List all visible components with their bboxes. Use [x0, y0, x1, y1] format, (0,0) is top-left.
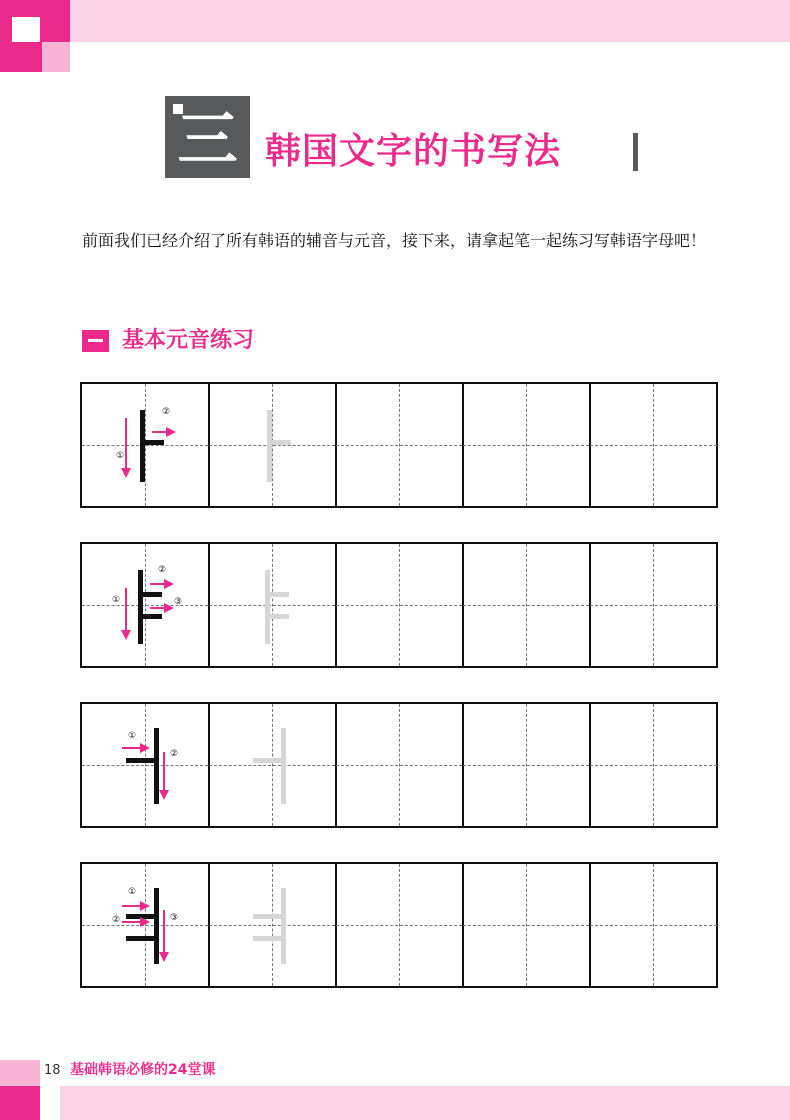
vowel-model-glyph [82, 864, 208, 986]
subsection-number-icon [82, 330, 109, 352]
vowel-stroke [281, 888, 286, 964]
vowel-stroke [154, 728, 159, 804]
practice-grid-row [80, 702, 718, 828]
trace-cell [209, 864, 337, 986]
stroke-order-number: ② [111, 915, 121, 925]
vowel-stroke [140, 410, 145, 482]
vowel-stroke [267, 410, 272, 482]
vowel-trace-glyph [209, 704, 335, 826]
vowel-trace-glyph [209, 864, 335, 986]
corner-square-light [42, 42, 70, 72]
vowel-stroke [267, 440, 291, 445]
vowel-stroke [126, 758, 156, 763]
vowel-stroke [138, 614, 162, 619]
section-number-block [165, 96, 250, 178]
guide-line-vertical [653, 864, 654, 986]
stroke-order-number: ① [127, 887, 137, 897]
stroke-order-number: ② [157, 565, 167, 575]
practice-cell[interactable] [336, 864, 464, 986]
model-cell [82, 384, 210, 506]
vowel-stroke [265, 614, 289, 619]
section-title: 韩国文字的书写法 [265, 131, 562, 172]
guide-line-vertical [399, 704, 400, 826]
section-number: 三 [177, 105, 238, 175]
footer-square-light [0, 1060, 40, 1086]
practice-cell[interactable] [463, 384, 591, 506]
stroke-order-number: ③ [169, 913, 179, 923]
trace-cell [209, 544, 337, 666]
model-cell [82, 864, 210, 986]
vowel-model-glyph [82, 704, 208, 826]
vowel-stroke [138, 570, 143, 644]
page-number: 18 [44, 1063, 61, 1078]
model-cell [82, 544, 210, 666]
vowel-stroke [126, 936, 156, 941]
subsection-dash [88, 339, 103, 342]
trace-cell [209, 384, 337, 506]
stroke-order-number: ② [161, 407, 171, 417]
guide-line-vertical [653, 384, 654, 506]
vowel-stroke [253, 936, 283, 941]
vowel-model-glyph [82, 384, 208, 506]
guide-line-vertical [526, 704, 527, 826]
vowel-stroke [253, 758, 283, 763]
practice-cell[interactable] [590, 384, 717, 506]
intro-paragraph: 前面我们已经介绍了所有韩语的辅音与元音，接下来，请拿起笔一起练习写韩语字母吧！ [82, 231, 707, 250]
section-title-bar [633, 133, 638, 171]
stroke-order-number: ② [169, 749, 179, 759]
stroke-order-number: ① [111, 595, 121, 605]
vowel-stroke [281, 728, 286, 804]
practice-cell[interactable] [463, 544, 591, 666]
practice-cell[interactable] [336, 544, 464, 666]
stroke-order-number: ① [127, 731, 137, 741]
guide-line-vertical [653, 544, 654, 666]
corner-square-white [12, 17, 40, 42]
guide-line-vertical [399, 384, 400, 506]
guide-line-vertical [399, 544, 400, 666]
vowel-trace-glyph [209, 544, 335, 666]
practice-cell[interactable] [463, 864, 591, 986]
practice-cell[interactable] [463, 704, 591, 826]
vowel-stroke [138, 592, 162, 597]
guide-line-vertical [526, 544, 527, 666]
vowel-stroke [154, 888, 159, 964]
practice-cell[interactable] [590, 544, 717, 666]
vowel-model-glyph [82, 544, 208, 666]
footer-square [0, 1086, 40, 1120]
vowel-trace-glyph [209, 384, 335, 506]
subsection-title: 基本元音练习 [122, 328, 255, 353]
vowel-stroke [253, 914, 283, 919]
vowel-stroke [265, 592, 289, 597]
trace-cell [209, 704, 337, 826]
guide-line-vertical [526, 384, 527, 506]
footer-band [60, 1086, 790, 1120]
practice-cell[interactable] [590, 864, 717, 986]
practice-grid-row [80, 862, 718, 988]
vowel-stroke [126, 914, 156, 919]
vowel-stroke [265, 570, 270, 644]
vowel-stroke [140, 440, 164, 445]
guide-line-vertical [653, 704, 654, 826]
header-band [70, 0, 790, 42]
practice-grid-row [80, 382, 718, 508]
stroke-order-number: ① [115, 451, 125, 461]
practice-cell[interactable] [336, 384, 464, 506]
guide-line-vertical [526, 864, 527, 986]
stroke-order-number: ③ [173, 597, 183, 607]
practice-grid-row [80, 542, 718, 668]
model-cell [82, 704, 210, 826]
book-title: 基础韩语必修的24堂课 [70, 1062, 216, 1078]
practice-cell[interactable] [336, 704, 464, 826]
practice-cell[interactable] [590, 704, 717, 826]
guide-line-vertical [399, 864, 400, 986]
